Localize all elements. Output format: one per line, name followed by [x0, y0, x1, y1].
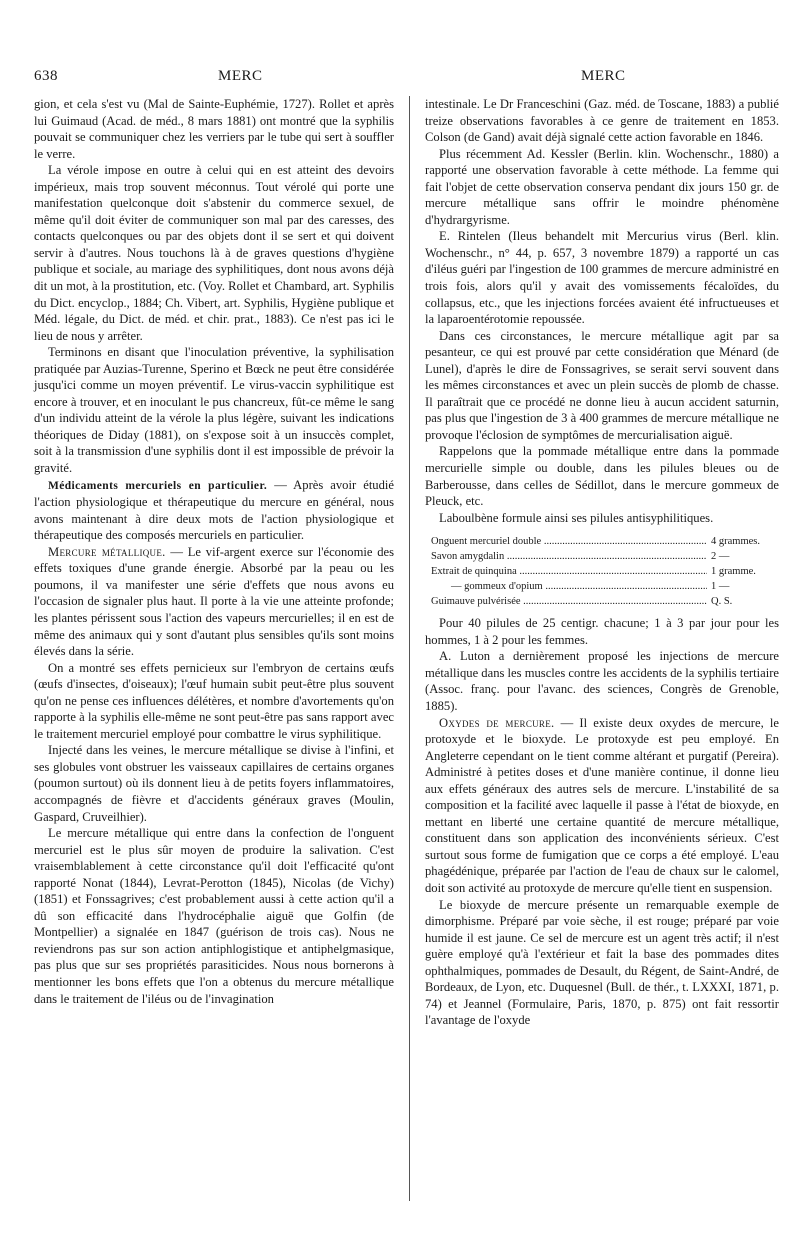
ingredient-quantity: Q. S.: [711, 596, 733, 608]
ingredient-quantity: 2 —: [711, 551, 730, 563]
formula-row: [431, 594, 779, 609]
ingredient-name: Savon amygdalin .....: [431, 549, 707, 564]
formula-row: [431, 579, 779, 594]
ingredient-name: Onguent mercuriel double .....: [431, 534, 707, 549]
left-column: [34, 96, 394, 1007]
paragraph-text: — Le vif-argent exerce sur l'économie des effets toxiques d'une grande énergie. Absorbé par la peau ou les poumons, il va manifester une série d'effets que nous avons eu l'occasion de signaler plus haut. Il porte à la vie une atteinte profonde; les plantes périssent sous l'action des vapeurs mercurielles; il en est de même des animaux qui y sont d'autant plus sensibles qu'ils sont moins élevés dans la série.: [34, 544, 395, 659]
formula-row: [431, 549, 779, 564]
paragraph: Dans ces circonstances, le mercure métallique agit par sa pesanteur, ce qui est prouvé par cette considération que Ménard (de Lunel), d'après le dire de Fonssagrives, se serait servi souvent dans les mêmes circonstances et avec un plein succès de plomb de chasse. Il paraîtrait que ce procédé ne donne lieu à aucun accident saturnin, pas plus que l'ingestion de 3 à 400 grammes de mercure métallique ne provoque l'éclosion de symptômes de mercurialisation aiguë.: [425, 328, 779, 442]
paragraph: [34, 544, 394, 660]
ingredient-quantity: 4 grammes.: [711, 536, 760, 548]
section-heading: Oxydes de mercure.: [439, 715, 555, 730]
ingredient-name: Extrait de quinquina .....: [431, 564, 707, 579]
paragraph: On a montré ses effets pernicieux sur l'embryon de certains œufs (œufs d'insectes, d'oiseaux); l'œuf humain subit peut-être plus souvent qu'on ne pense ces influences délétères, et nombre d'avortements qu'on rapporte à la syphilis elle-même ne sont peut-être pas sans rapport avec le traitement mercuriel employé pour combattre le virus syphilitique.: [34, 660, 394, 741]
paragraph: Terminons en disant que l'inoculation préventive, la syphilisation pratiquée par Auzias-Turenne, Sperino et Bœck ne peut être considérée jusqu'ici comme un moyen préventif. Le virus-vaccin syphilitique est encore à trouver, et en inoculant le pus chancreux, fût-ce même le sang d'un individu atteint de la vérole la plus légère, suivant les indications théoriques de Diday (1881), on s'expose soit à un insuccès complet, soit à la transmission d'une syphilis dont il est impossible de prévoir la gravité.: [34, 345, 394, 476]
paragraph: [425, 715, 779, 897]
ingredient-name: Guimauve pulvérisée .....: [431, 594, 707, 609]
paragraph: Pour 40 pilules de 25 centigr. chacune; 1 à 3 par jour pour les hommes, 1 à 2 pour les femmes.: [425, 616, 779, 647]
page-number: 638: [34, 68, 58, 84]
paragraph-text: — Après avoir étudié l'action physiologique et thérapeutique du mercure en général, nous avons maintenant à dire deux mots de l'action physiologique et thérapeutique des composés mercuriels en particulier.: [34, 477, 394, 543]
paragraph-text: — Il existe deux oxydes de mercure, le protoxyde et le bioxyde. Le protoxyde est peu employé. En Angleterre cependant on le tient comme altérant et purgatif (Pereira). Administré à petites doses et d'une manière continue, il donne lieu aux effets généraux des autres sels de mercure. L'instabilité de sa composition et la facilité avec laquelle il passe à l'état de bioxyde, en mettant en liberté une certaine quantité de mercure métallique, constituent dans son application des inconvénients sérieux. C'est surtout sous forme de fumigation que ce corps a été employé. L'eau phagédénique, préparée par l'action de l'eau de chaux sur le calomel, doit son activité au protoxyde de mercure qu'elle tient en suspension.: [425, 715, 779, 895]
ingredient-name: — gommeux d'opium .....: [431, 579, 707, 594]
formula-row: [431, 534, 779, 549]
paragraph: Rappelons que la pommade métallique entre dans la pommade mercurielle simple ou double, dans les pilules bleues ou de Barberousse, dans celles de Sédillot, dans le mercure gommeux de Pleuck, etc.: [425, 444, 779, 509]
paragraph: Injecté dans les veines, le mercure métallique se divise à l'infini, et ses globules vont obstruer les vaisseaux capillaires de certains organes (poumon surtout) où ils donnent lieu à de petits foyers inflammatoires, accompagnés de fièvre et d'accidents généraux graves (Moulin, Gaspard, Cruveilhier).: [34, 743, 394, 824]
paragraph: Plus récemment Ad. Kessler (Berlin. klin. Wochenschr., 1880) a rapporté une observation favorable à cette méthode. La femme qui fait l'objet de cette observation conserva pendant dix jours 150 gr. de mercure métallique sans offrir le moindre phénomène d'hydrargyrisme.: [425, 146, 779, 227]
paragraph: Le mercure métallique qui entre dans la confection de l'onguent mercuriel est le plus sûr moyen de produire la salivation. C'est vraisemblablement à cette circonstance qu'il doit l'efficacité qu'ont rapporté Nonat (1844), Levrat-Perotton (1845), Nicolas (de Vichy) (1851) et Fonssagrives; c'est probablement aussi à cette action qu'il a dû son efficacité dans l'hydrocéphalie aiguë que Golfin (de Montpellier) a signalée en 1847 (guérison de trois cas). Nous ne reviendrons pas sur son action antiphlogistique et antiphelgmasique, pas plus que sur ses propriétés parasiticides. Nous nous bornerons à mentionner les bons effets que l'on a obtenus du mercure métallique dans le traitement de l'iléus ou de l'invagination: [34, 826, 394, 1006]
paragraph: La vérole impose en outre à celui qui en est atteint des devoirs impérieux, mais trop souvent méconnus. Tout vérolé qui porte une manifestation quelconque doit s'abstenir du commerce sexuel, de même qu'il doit éviter de communiquer son mal par des caresses, des contacts quelconques ou par des objets dont il se sert et qui doivent servir à d'autres. Nous touchons là à de graves questions d'hygiène publique et sociale, au mariage des syphilitiques, dont nous avons déjà dit un mot, à la prostitution, etc. (Voy. Rollet et Chambard, art. Syphilis du Dict. encyclop., 1884; Ch. Vibert, art. Syphilis, Hygiène publique et Méd. légale, du Dict. de méd. et chir. prat., 1883). Ce n'est pas ici le lieu de nous y arrêter.: [34, 163, 394, 343]
section-heading: Médicaments mercuriels en particulier.: [48, 479, 268, 492]
paragraph: Le bioxyde de mercure présente un remarquable exemple de dimorphisme. Préparé par voie sèche, il est rouge; préparé par voie humide il est jaune. Ce sel de mercure est un agent très actif; il n'est guère employé qu'à l'extérieur et fait la base des pommades dites ophthalmiques, pommades de Desault, du Régent, de Saint-André, de Bordeaux, de Lyon, etc. Duquesnel (Bull. de thér., t. LXXXI, 1871, p. 74) et Jeannel (Formulaire, Paris, 1870, p. 875) ont fait ressortir l'avantage de l'oxyde: [425, 897, 779, 1028]
paragraph: [34, 477, 394, 544]
paragraph: intestinale. Le Dr Franceschini (Gaz. méd. de Toscane, 1883) a publié treize observations favorables à ce genre de traitement en 1853. Colson (de Gand) avait déjà signalé cette action favorable en 1846.: [425, 97, 779, 145]
formula-row: [431, 564, 779, 579]
paragraph: A. Luton a dernièrement proposé les injections de mercure métallique dans les muscles contre les accidents de la syphilis tertiaire (Assoc. franç. pour l'avanc. des sciences, Congrès de Grenoble, 1885).: [425, 649, 779, 713]
column-divider: [409, 96, 410, 1201]
prescription-formula: [431, 534, 779, 609]
running-header-left: MERC: [218, 68, 263, 84]
ingredient-quantity: 1 —: [711, 581, 730, 593]
right-column: [425, 96, 779, 1029]
ingredient-quantity: 1 gramme.: [711, 566, 756, 578]
paragraph: Laboulbène formule ainsi ses pilules antisyphilitiques.: [439, 510, 714, 525]
paragraph: E. Rintelen (Ileus behandelt mit Mercurius virus (Berl. klin. Wochenschr., n° 44, p. 657, 3 novembre 1879) a rapporté un cas d'iléus guéri par l'ingestion de 100 grammes de mercure administré en trois fois, alors qu'il y avait des vomissements fécaloïdes, du collapsus, etc., que les injections forcées avaient été infructueuses et la laparoentérotomie repoussée.: [425, 229, 779, 327]
running-header-right: MERC: [581, 68, 626, 84]
section-heading: Mercure métallique.: [48, 544, 166, 559]
paragraph: gion, et cela s'est vu (Mal de Sainte-Euphémie, 1727). Rollet et après lui Guimaud (Acad. de méd., 8 mars 1881) ont montré que la syphilis pouvait se communiquer chez les verriers par le tube qui sert à souffler le verre.: [34, 97, 394, 161]
